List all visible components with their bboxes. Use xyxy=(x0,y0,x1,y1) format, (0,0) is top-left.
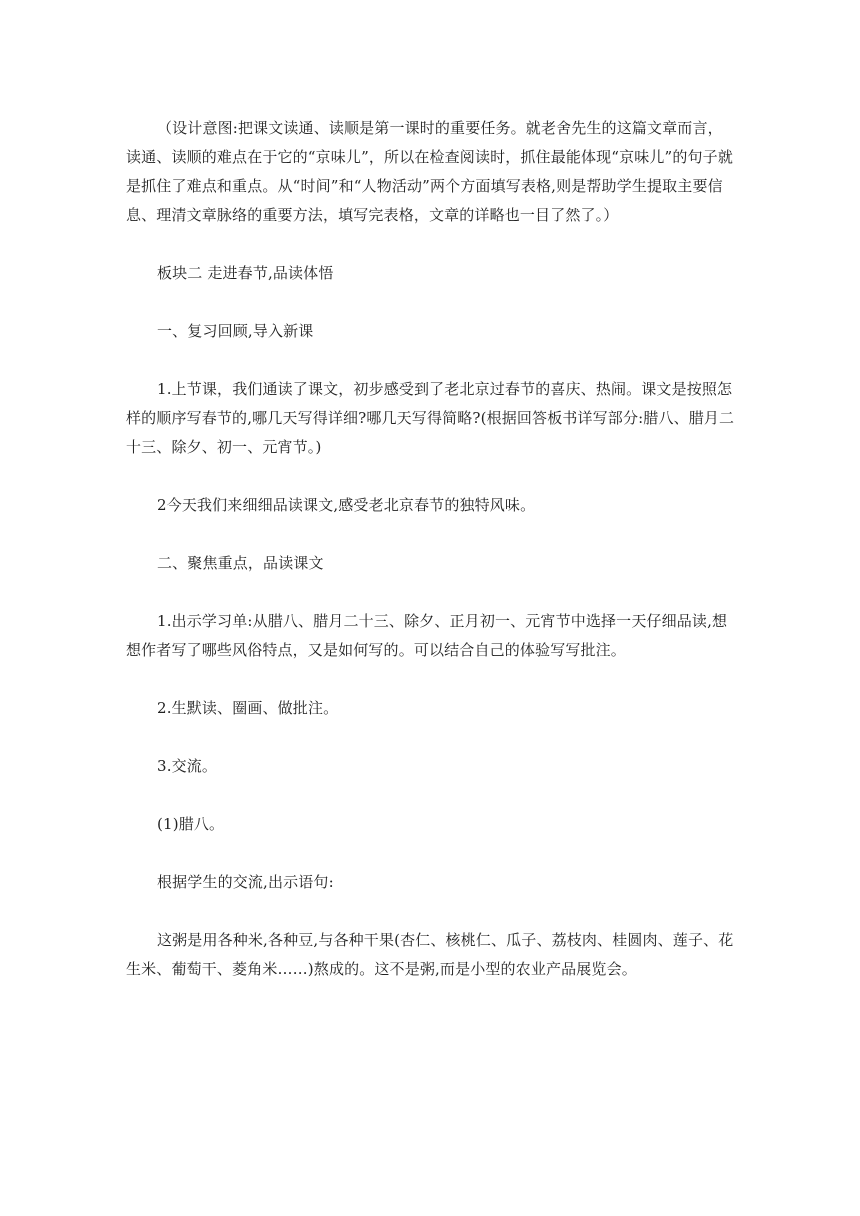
paragraph-silent-reading: 2.生默读、圈画、做批注。 xyxy=(157,699,339,717)
design-intent-paragraph: （设计意图:把课文读通、读顺是第一课时的重要任务。就老舍先生的这篇文章而言，读通、读顺的难点在于它的“京味儿”，所以在检查阅读时，抓住最能体现“京味儿”的句子就是抓住了难点和重点。从“时间”和“人物活动”两个方面填写表格,则是帮助学生提取主要信息、理清文章脉络的重要方法，填写完表格，文章的详略也一目了然了。） xyxy=(126,119,733,224)
paragraph-show-sentence: 根据学生的交流,出示语句: xyxy=(157,873,334,891)
paragraph-porridge-quote: 这粥是用各种米,各种豆,与各种干果(杏仁、核桃仁、瓜子、荔枝肉、桂圆肉、莲子、花生米、葡萄干、菱角米……)熬成的。这不是粥,而是小型的农业产品展览会。 xyxy=(126,931,734,978)
paragraph-laba: (1)腊八。 xyxy=(157,815,225,833)
document-body xyxy=(126,114,736,1013)
paragraph-review-question: 1.上节课，我们通读了课文，初步感受到了老北京过春节的喜庆、热闹。课文是按照怎样的顺序写春节的,哪几天写得详细?哪几天写得简略?(根据回答板书详写部分:腊八、腊月二十三、除夕、初一、元宵节。) xyxy=(126,380,735,456)
section-heading-block-two: 板块二 走进春节,品读体悟 xyxy=(157,264,334,282)
paragraph-exchange: 3.交流。 xyxy=(157,757,218,775)
subheading-focus-reading: 二、聚焦重点，品读课文 xyxy=(157,554,324,572)
subheading-review: 一、复习回顾,导入新课 xyxy=(157,322,314,340)
paragraph-study-sheet: 1.出示学习单:从腊八、腊月二十三、除夕、正月初一、元宵节中选择一天仔细品读,想想作者写了哪些风俗特点，又是如何写的。可以结合自己的体验写写批注。 xyxy=(126,612,728,659)
paragraph-today-reading: 2今天我们来细细品读课文,感受老北京春节的独特风味。 xyxy=(157,496,536,514)
